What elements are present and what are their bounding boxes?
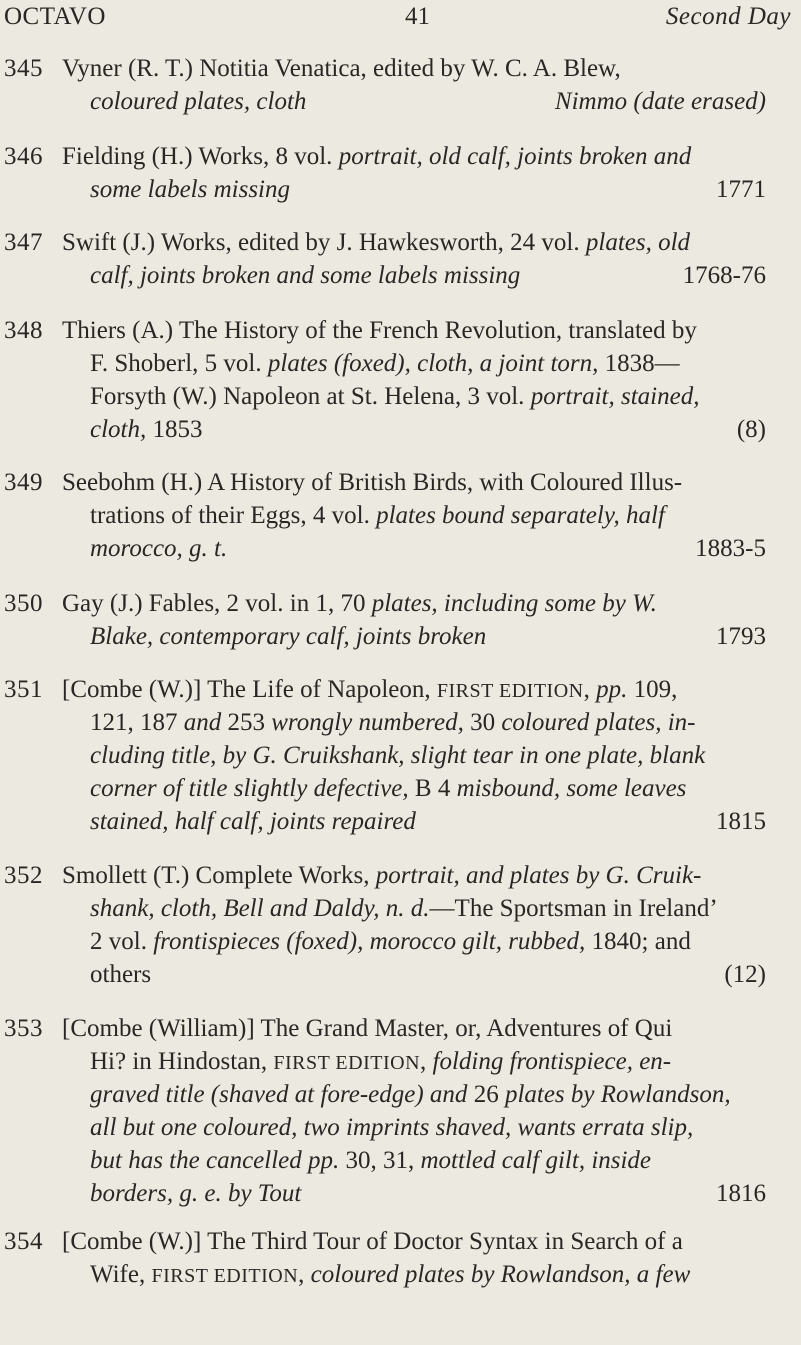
- lot-date: 1883-5: [695, 535, 766, 562]
- lot-line: graved title (shaved at fore-edge) and 26 plates by Rowlandson,: [90, 1081, 731, 1108]
- lot-line: stained, half calf, joints repaired 1815: [62, 805, 766, 838]
- lot-number: 348: [4, 317, 43, 344]
- lot-line: F. Shoberl, 5 vol. plates (foxed), cloth, a joint torn, 1838—: [90, 350, 680, 377]
- lot-line: all but one coloured, two imprints shaved, wants errata slip,: [90, 1114, 694, 1141]
- header-day: Second Day: [665, 3, 791, 30]
- page-header: [4, 0, 797, 34]
- lot-description: [62, 466, 766, 565]
- lot-number: 350: [4, 590, 43, 617]
- lot-line: calf, joints broken and some labels missing 1768-76: [62, 259, 766, 292]
- lot-line: Smollett (T.) Complete Works, portrait, and plates by G. Cruik-: [62, 862, 702, 889]
- lot-date: (12): [724, 961, 766, 988]
- lot-line: coloured plates, cloth Nimmo (date erased): [62, 85, 766, 118]
- lot-line: Vyner (R. T.) Notitia Venatica, edited by W. C. A. Blew,: [62, 55, 621, 82]
- lot-description: [62, 859, 766, 991]
- lot-line: trations of their Eggs, 4 vol. plates bound separately, half: [90, 502, 665, 529]
- lot-date: 1793: [716, 623, 766, 650]
- lot-line: Hi? in Hindostan, FIRST EDITION, folding frontispiece, en-: [90, 1048, 672, 1075]
- lot-number: 346: [4, 143, 43, 170]
- lot-number: 349: [4, 469, 43, 496]
- lot-date: Nimmo (date erased): [554, 88, 766, 115]
- lot-line: [Combe (W.)] The Third Tour of Doctor Syntax in Search of a: [62, 1228, 683, 1255]
- lot-description: [62, 1012, 766, 1210]
- lot-date: 1768-76: [682, 262, 766, 289]
- lot-date: 1771: [716, 176, 766, 203]
- lot-line: Seebohm (H.) A History of British Birds, with Coloured Illus-: [62, 469, 683, 496]
- lot-line: [Combe (William)] The Grand Master, or, Adventures of Qui: [62, 1015, 673, 1042]
- lot-line: but has the cancelled pp. 30, 31, mottled calf gilt, inside: [90, 1147, 652, 1174]
- page-number: 41: [405, 3, 430, 30]
- lot-description: [62, 140, 766, 206]
- lot-description: [62, 1225, 766, 1291]
- lot-line: corner of title slightly defective, B 4 misbound, some leaves: [90, 775, 687, 802]
- lot-number: 345: [4, 55, 43, 82]
- lot-number: 353: [4, 1015, 43, 1042]
- lot-date: 1815: [716, 808, 766, 835]
- lot-line: morocco, g. t. 1883-5: [62, 532, 766, 565]
- lot-description: [62, 226, 766, 292]
- lot-line: shank, cloth, Bell and Daldy, n. d.—The Sportsman in Ireland’: [90, 895, 718, 922]
- lot-date: (8): [736, 416, 766, 443]
- lot-number: 352: [4, 862, 43, 889]
- lot-description: [62, 52, 766, 118]
- lot-date: 1816: [716, 1180, 766, 1207]
- lot-line: Forsyth (W.) Napoleon at St. Helena, 3 vol. portrait, stained,: [90, 383, 700, 410]
- lot-number: 347: [4, 229, 43, 256]
- lot-line: others (12): [62, 958, 766, 991]
- lot-line: Blake, contemporary calf, joints broken 1793: [62, 620, 766, 653]
- lot-number: 351: [4, 676, 43, 703]
- lot-line: Thiers (A.) The History of the French Revolution, translated by: [62, 317, 697, 344]
- lot-number: 354: [4, 1228, 43, 1255]
- lot-line: Swift (J.) Works, edited by J. Hawkesworth, 24 vol. plates, old: [62, 229, 691, 256]
- lot-line: Wife, FIRST EDITION, coloured plates by Rowlandson, a few: [90, 1261, 691, 1288]
- lot-line: 2 vol. frontispieces (foxed), morocco gilt, rubbed, 1840; and: [90, 928, 691, 955]
- lot-line: [Combe (W.)] The Life of Napoleon, FIRST EDITION, pp. 109,: [62, 676, 678, 703]
- lot-line: borders, g. e. by Tout 1816: [62, 1177, 766, 1210]
- lot-description: [62, 673, 766, 838]
- lot-line: Gay (J.) Fables, 2 vol. in 1, 70 plates, including some by W.: [62, 590, 657, 617]
- lot-line: cluding title, by G. Cruikshank, slight tear in one plate, blank: [90, 742, 706, 769]
- lot-line: cloth, 1853 (8): [62, 413, 766, 446]
- lot-description: [62, 587, 766, 653]
- lot-description: [62, 314, 766, 446]
- lot-line: 121, 187 and 253 wrongly numbered, 30 coloured plates, in-: [90, 709, 696, 736]
- header-format: OCTAVO: [4, 3, 106, 30]
- lot-line: Fielding (H.) Works, 8 vol. portrait, old calf, joints broken and: [62, 143, 692, 170]
- lot-line: some labels missing 1771: [62, 173, 766, 206]
